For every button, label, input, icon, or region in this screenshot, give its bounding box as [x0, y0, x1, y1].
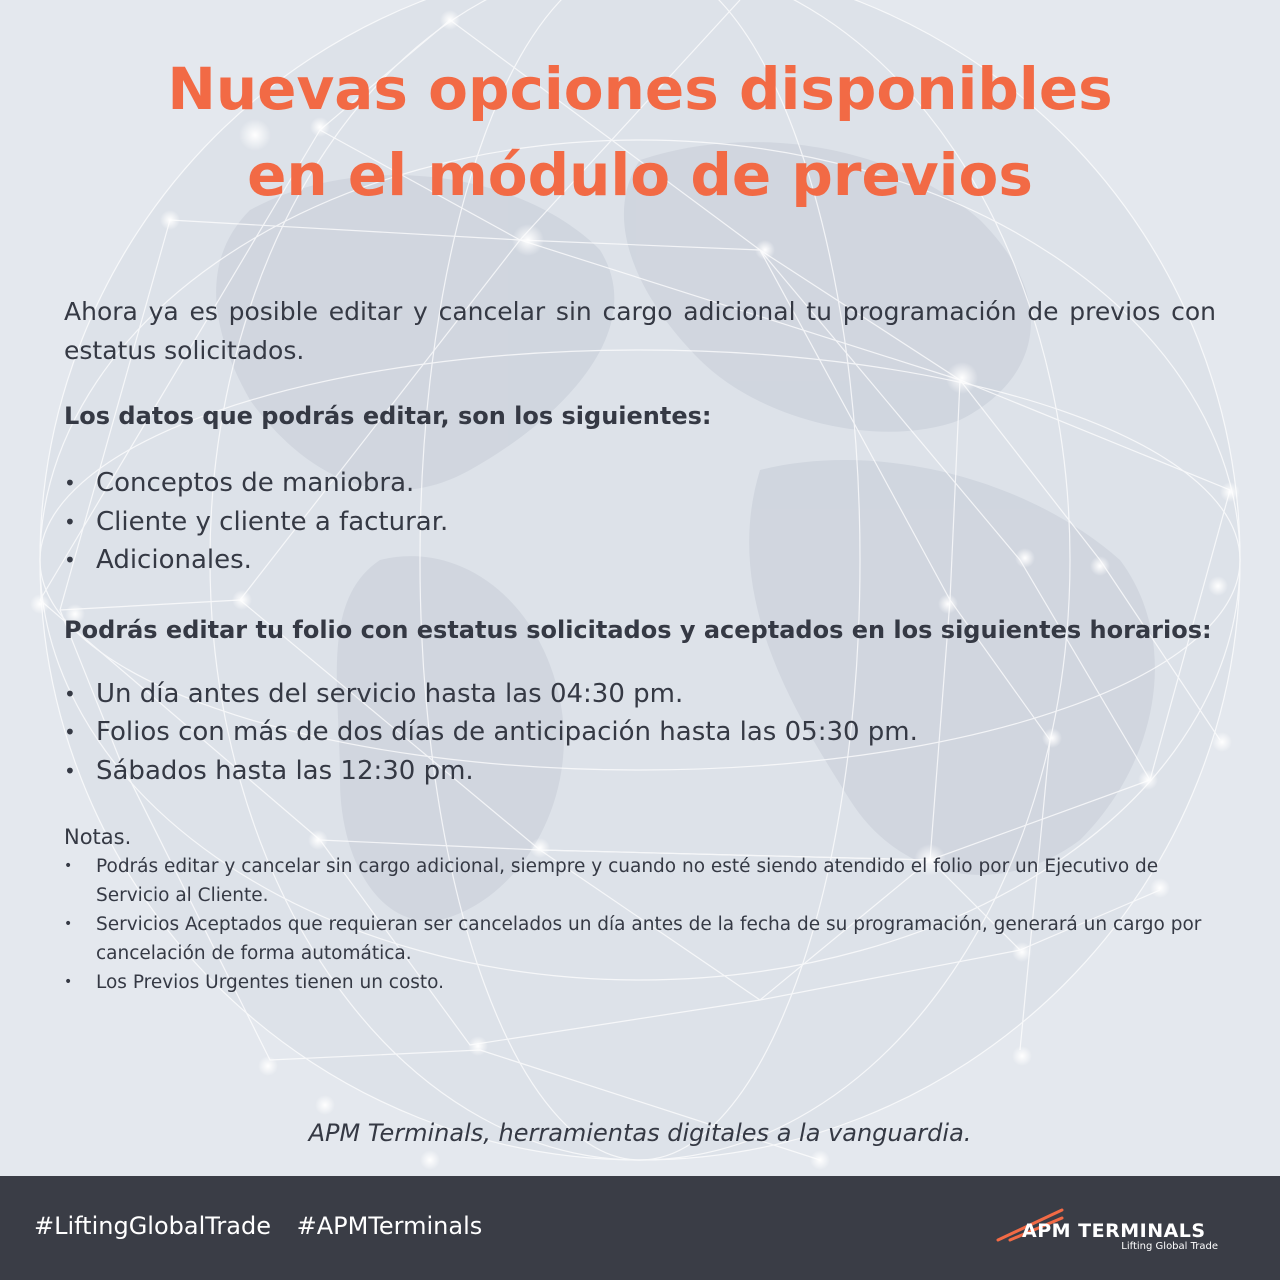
title-line-2: en el módulo de previos	[247, 141, 1033, 209]
notes-list	[64, 852, 1216, 997]
list-item: • Conceptos de maniobra.	[64, 464, 1216, 503]
editable-data-heading: Los datos que podrás editar, son los siguientes:	[64, 402, 712, 430]
hashtags	[34, 1212, 500, 1240]
title-line-1: Nuevas opciones disponibles	[167, 55, 1113, 123]
page-title	[0, 46, 1280, 218]
note-item: • Los Previos Urgentes tienen un costo.	[64, 968, 1216, 997]
list-item: • Adicionales.	[64, 541, 1216, 580]
main-content	[64, 292, 1216, 997]
footer-bar	[0, 1176, 1280, 1280]
list-item: • Folios con más de dos días de anticipación hasta las 05:30 pm.	[64, 713, 1216, 752]
logo-tagline: Lifting Global Trade	[1121, 1241, 1218, 1252]
tagline: APM Terminals, herramientas digitales a la vanguardia.	[308, 1119, 972, 1147]
intro-paragraph: Ahora ya es posible editar y cancelar sin cargo adicional tu programación de previos con estatus solicitados.	[64, 297, 1216, 365]
notes-title: Notas.	[64, 825, 132, 849]
editable-data-list	[64, 464, 1216, 580]
list-item: • Sábados hasta las 12:30 pm.	[64, 752, 1216, 791]
apm-terminals-logo	[996, 1204, 1226, 1256]
schedule-heading: Podrás editar tu folio con estatus solicitados y aceptados en los siguientes horarios:	[64, 615, 1212, 644]
list-item: • Cliente y cliente a facturar.	[64, 503, 1216, 542]
note-item: • Podrás editar y cancelar sin cargo adicional, siempre y cuando no esté siendo atendido el folio por un Ejecutivo de Servicio al Cliente.	[64, 852, 1216, 910]
schedule-list	[64, 675, 1216, 791]
hashtag-lifting-global-trade: #LiftingGlobalTrade	[34, 1212, 271, 1240]
hashtag-apm-terminals: #APMTerminals	[296, 1212, 483, 1240]
list-item: • Un día antes del servicio hasta las 04:30 pm.	[64, 675, 1216, 714]
logo-name: APM TERMINALS	[1022, 1220, 1206, 1242]
note-item: • Servicios Aceptados que requieran ser cancelados un día antes de la fecha de su programación, generará un cargo por cancelación de forma automática.	[64, 910, 1216, 968]
